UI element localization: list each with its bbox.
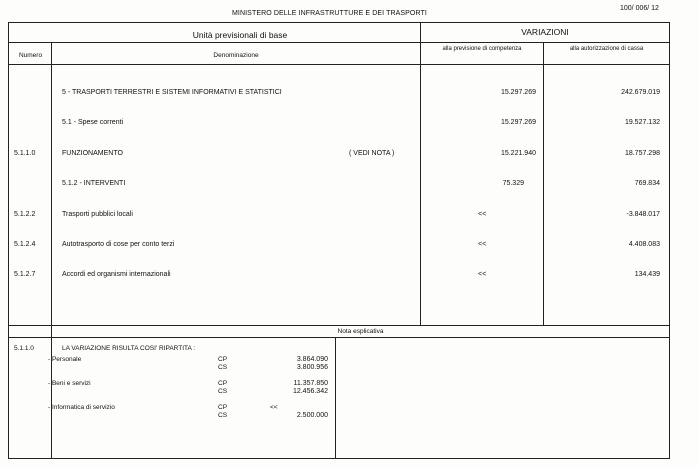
row-cassa: 242.679.019 — [621, 89, 660, 96]
row-cassa: -3.848.017 — [626, 211, 660, 218]
column-divider-cassa — [543, 42, 544, 326]
row-denominazione: Autotrasporto di cose per conto terzi — [62, 241, 175, 248]
row-competenza: 75.329 — [502, 180, 524, 187]
row-numero: 5.1.2.2 — [14, 211, 36, 218]
row-numero: 5.1.1.0 — [14, 150, 36, 157]
nota-item-cs-value: 3.800.956 — [296, 364, 328, 371]
column-divider-variazioni — [420, 22, 421, 326]
nota-column-divider — [51, 325, 52, 459]
section-left-heading: Unità previsionali di base — [192, 30, 288, 40]
column-header-numero: Numero — [18, 52, 43, 59]
row-competenza: 15.297.269 — [500, 89, 536, 96]
nota-numero: 5.1.1.0 — [14, 345, 34, 352]
section-right-heading: VARIAZIONI — [521, 27, 569, 37]
table-bottom-border — [8, 458, 670, 459]
nota-item-cs-label: CS — [218, 412, 228, 419]
column-divider-numero — [51, 42, 52, 326]
nota-top-border — [8, 325, 670, 326]
row-competenza: << — [478, 271, 487, 278]
row-competenza: 15.221.940 — [500, 150, 536, 157]
row-denominazione: 5 - TRASPORTI TERRESTRI E SISTEMI INFORMATIVI E STATISTICI — [62, 89, 282, 96]
nota-item-cp-value: 3.864.090 — [296, 356, 328, 363]
table-right-border — [669, 22, 670, 459]
table-left-border — [8, 22, 9, 459]
row-denominazione: 5.1.2 - INTERVENTI — [62, 180, 126, 187]
nota-item-cp-value: 11.357.850 — [293, 380, 328, 387]
nota-item-label: - Informatica di servizio — [48, 404, 115, 411]
nota-item-cp-label: CP — [218, 404, 228, 411]
nota-item-cs-value: 2.500.000 — [296, 412, 328, 419]
nota-item-cp-value: << — [270, 404, 278, 411]
row-numero: 5.1.2.4 — [14, 241, 36, 248]
row-cassa: 134.439 — [634, 271, 660, 278]
row-numero: 5.1.2.7 — [14, 271, 36, 278]
column-header-competenza: alla previsione di competenza — [442, 46, 522, 52]
row-denominazione: Trasporti pubblici locali — [62, 211, 133, 218]
table-top-border — [8, 22, 670, 23]
nota-title: Nota esplicativa — [337, 328, 384, 335]
nota-item-cp-label: CP — [218, 380, 228, 387]
row-denominazione: FUNZIONAMENTO — [62, 150, 123, 157]
row-cassa: 18.757.298 — [624, 150, 660, 157]
nota-item-label: - Beni e servizi — [48, 380, 91, 387]
row-denominazione: Accordi ed organismi internazionali — [62, 271, 171, 278]
row-cassa: 4.408.083 — [628, 241, 660, 248]
nota-title-divider — [8, 337, 670, 338]
column-header-denominazione: Denominazione — [213, 52, 259, 59]
ministry-title: MINISTERO DELLE INFRASTRUTTURE E DEI TRASPORTI — [232, 10, 427, 17]
row-competenza: << — [478, 241, 487, 248]
row-denominazione: 5.1 - Spese correnti — [62, 119, 124, 126]
nota-item-cs-label: CS — [218, 388, 228, 395]
row-competenza: << — [478, 211, 487, 218]
column-header-cassa: alla autorizzazione di cassa — [569, 46, 644, 52]
nota-item-cp-label: CP — [218, 356, 228, 363]
row-competenza: 15.297.269 — [500, 119, 536, 126]
row-cassa: 19.527.132 — [624, 119, 660, 126]
nota-item-cs-label: CS — [218, 364, 228, 371]
header-divider-2 — [8, 64, 670, 65]
row-note-reference: ( VEDI NOTA ) — [349, 150, 395, 157]
row-cassa: 769.834 — [634, 180, 660, 187]
page-number: 100/ 006/ 12 — [620, 5, 659, 12]
nota-item-cs-value: 12.456.342 — [292, 388, 328, 395]
header-divider-1 — [8, 42, 670, 43]
nota-intro: LA VARIAZIONE RISULTA COSI' RIPARTITA : — [62, 345, 196, 352]
nota-right-divider — [335, 337, 336, 459]
nota-item-label: - Personale — [48, 356, 82, 363]
